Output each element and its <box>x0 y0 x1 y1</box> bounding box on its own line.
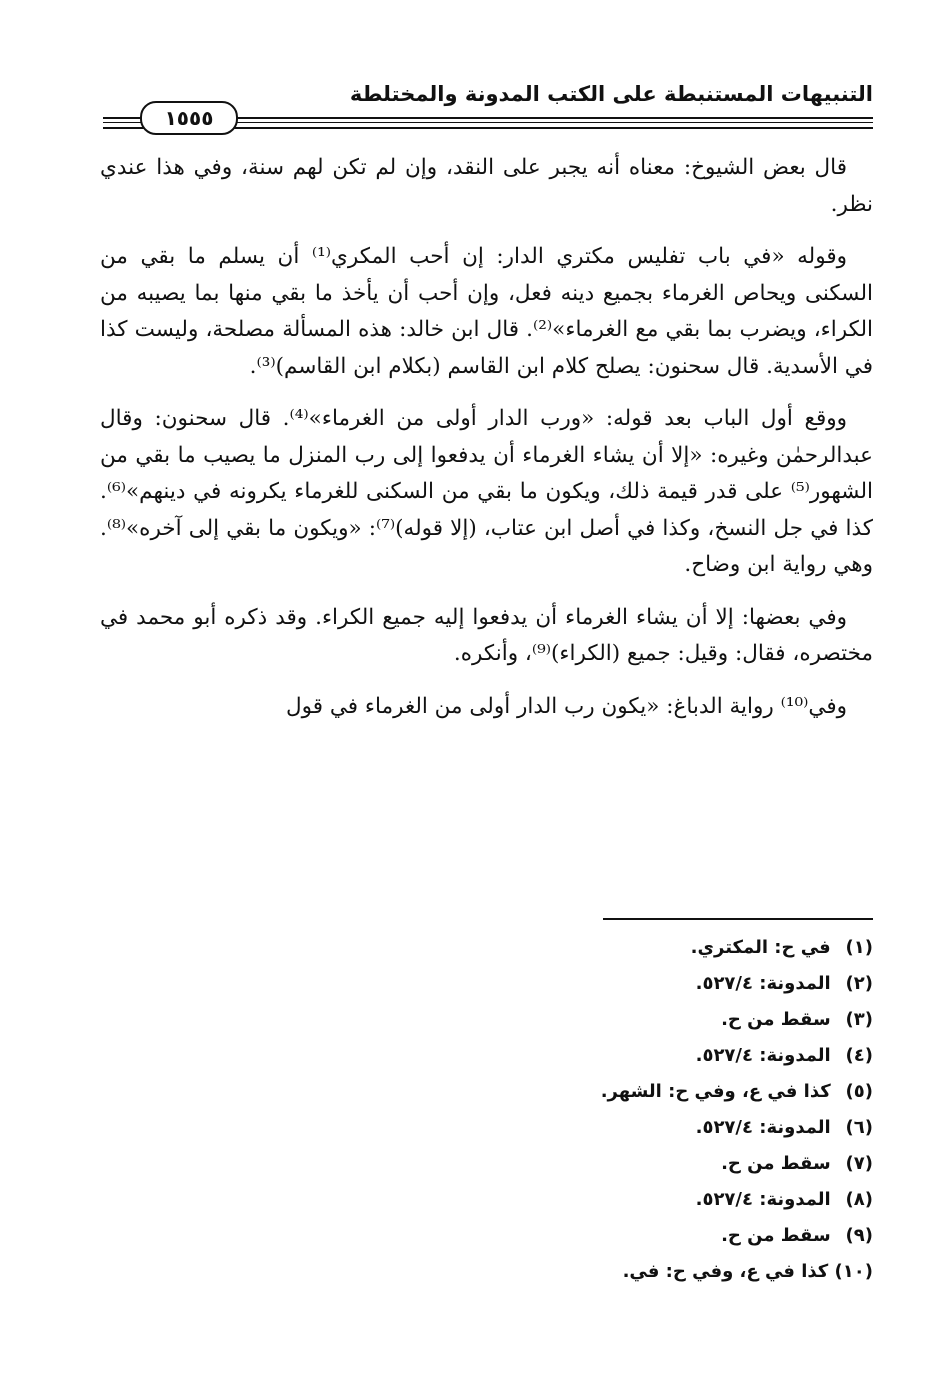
footnote: (١٠) كذا في ع، وفي ح: في. <box>622 1261 873 1282</box>
footnote: (٨) المدونة: ٥٢٧/٤. <box>695 1189 873 1210</box>
footnote: (٩) سقط من ح. <box>721 1225 873 1246</box>
footnote: (٢) المدونة: ٥٢٧/٤. <box>695 973 873 994</box>
footnote: (٦) المدونة: ٥٢٧/٤. <box>695 1117 873 1138</box>
page-number-badge <box>140 101 238 135</box>
paragraph: وفي⁽¹⁰⁾ رواية الدباغ: «يكون رب الدار أولى من الغرماء في قول <box>286 693 847 719</box>
paragraph: وقوله «في باب تفليس مكتري الدار: إن أحب المكري⁽¹⁾ أن يسلم ما بقي من السكنى ويحاص الغرماء بجميع دينه فعل، وإن أحب أن يأخذ ما بقي منها بما يصيبه من الكراء، ويضرب بما بقي مع الغرماء»⁽²⁾. قال ابن خالد: هذه المسألة مصلحة، وليست كذا في الأسدية. قال سحنون: يصلح كلام ابن القاسم (بكلام ابن القاسم)⁽³⁾. <box>100 244 873 379</box>
paragraph: ووقع أول الباب بعد قوله: «ورب الدار أولى من الغرماء»⁽⁴⁾. قال سحنون: وقال عبدالرحمٰن وغيره: «إلا أن يشاء الغرماء أن يدفعوا إلى رب المنزل ما يصيب ما بقي من الشهور⁽⁵⁾ على قدر قيمة ذلك، ويكون ما بقي من السكنى للغرماء يكرونه في دينهم»⁽⁶⁾. كذا في جل النسخ، وكذا في أصل ابن عتاب، (إلا قوله)⁽⁷⁾: «ويكون ما بقي إلى آخره»⁽⁸⁾. وهي رواية ابن وضاح. <box>100 406 873 577</box>
footnote: (١) في ح: المكتري. <box>690 937 873 958</box>
page-number: ١٥٥٥ <box>164 106 214 130</box>
footnote: (٤) المدونة: ٥٢٧/٤. <box>695 1045 873 1066</box>
running-header-title: التنبيهات المستنبطة على الكتب المدونة والمختلطة <box>349 82 873 106</box>
footnote: (٣) سقط من ح. <box>721 1009 873 1030</box>
paragraph: قال بعض الشيوخ: معناه أنه يجبر على النقد، وإن لم تكن لهم سنة، وفي هذا عندي نظر. <box>100 155 873 217</box>
footnote: (٧) سقط من ح. <box>721 1153 873 1174</box>
paragraph: وفي بعضها: إلا أن يشاء الغرماء أن يدفعوا إليه جميع الكراء. وقد ذكره أبو محمد في مختصره، فقال: وقيل: جميع (الكراء)⁽⁹⁾، وأنكره. <box>100 604 873 666</box>
main-text <box>100 150 873 741</box>
footnotes <box>353 930 873 1290</box>
footnote: (٥) كذا في ع، وفي ح: الشهر. <box>600 1081 873 1102</box>
footnote-separator <box>603 918 873 920</box>
